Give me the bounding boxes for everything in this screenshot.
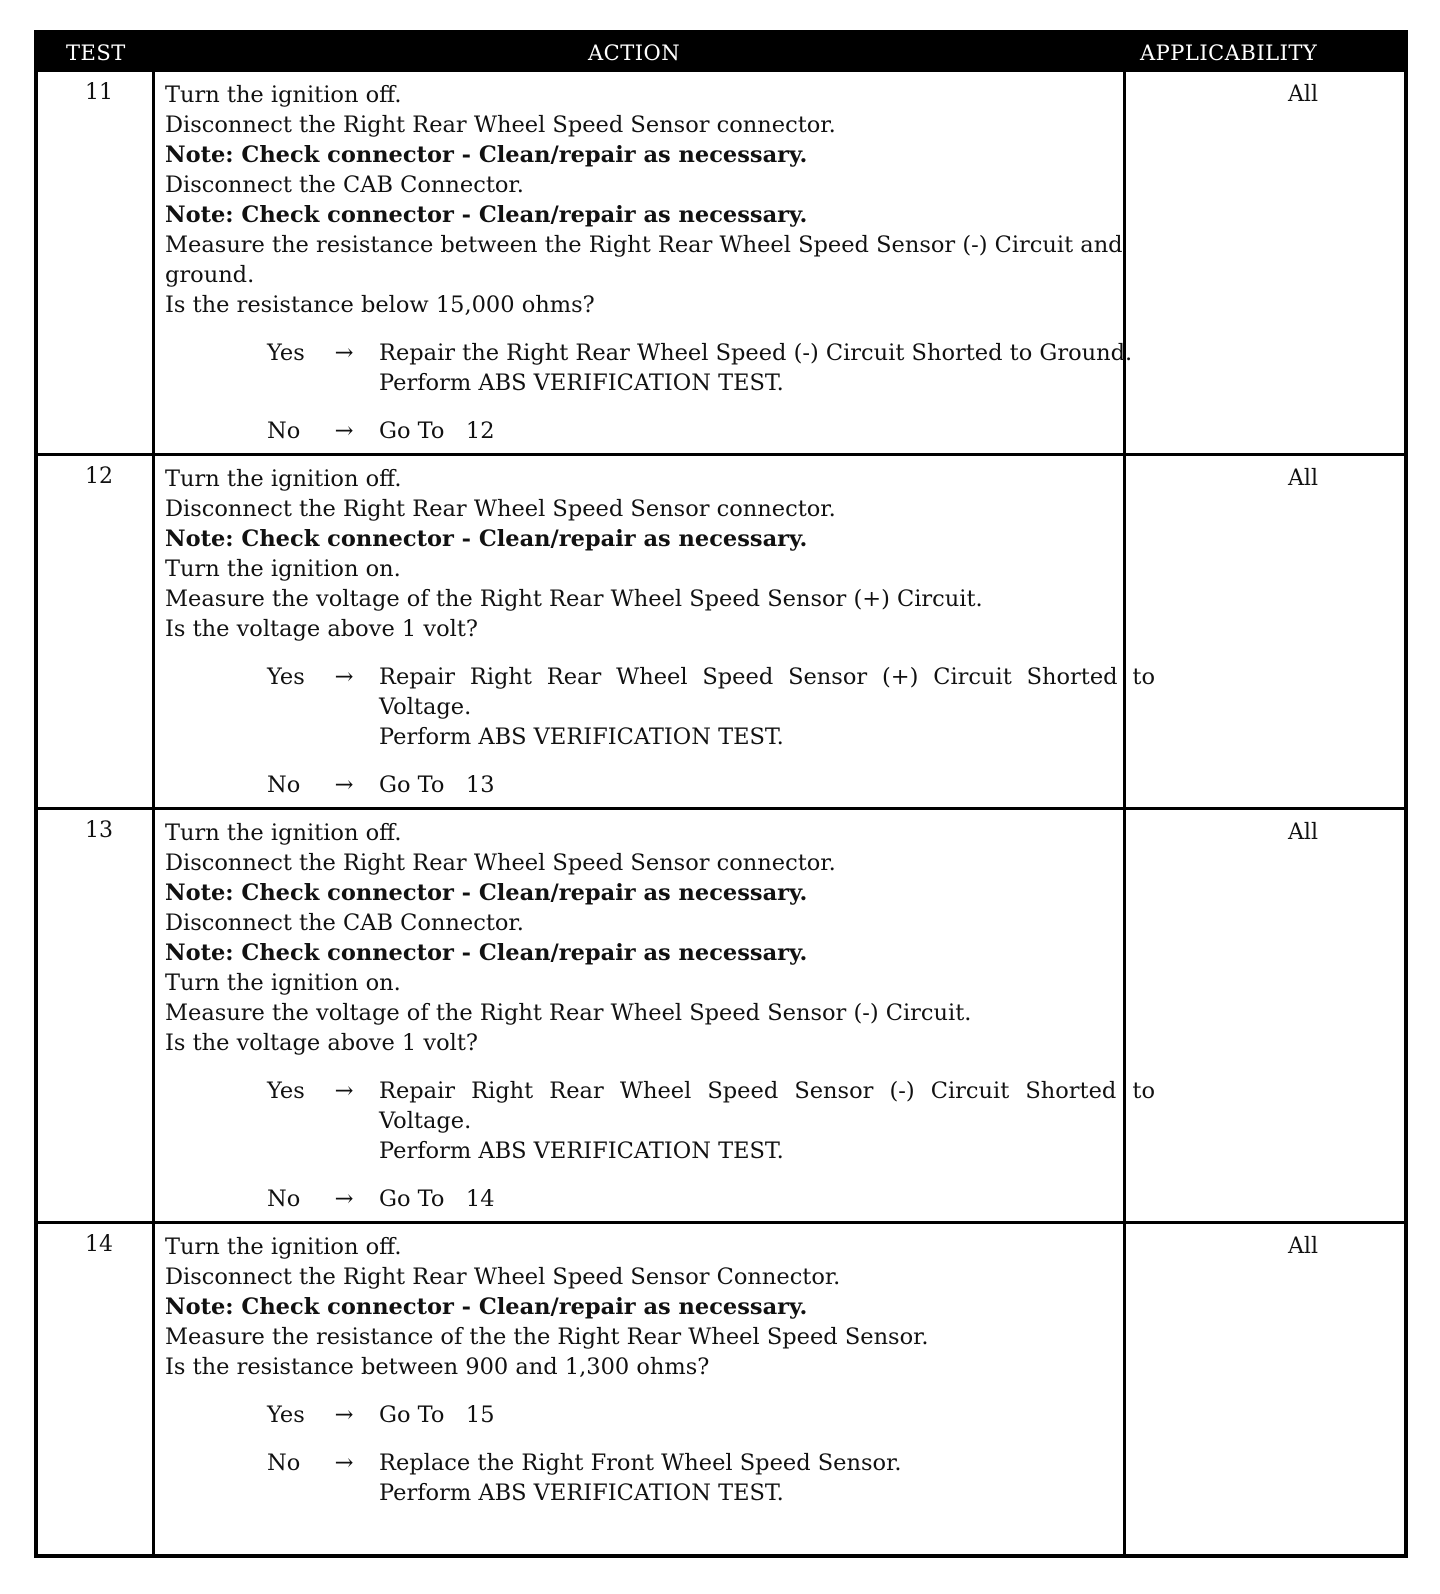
step-line: Turn the ignition off. [165,82,402,108]
yes-label: Yes [267,1402,305,1428]
no-result [379,416,1155,446]
table-header [38,34,1404,72]
applicability-value: All [1288,82,1318,107]
applicability-value: All [1288,820,1318,845]
step-line: Turn the ignition on. [165,970,401,996]
result-line: Go To 12 [379,418,495,444]
note-line: Note: Check connector - Clean/repair as necessary. [165,526,808,552]
step-line: Measure the resistance of the the Right Rear Wheel Speed Sensor. [165,1324,929,1350]
no-result [379,1448,1155,1508]
arrow-icon: → [334,1402,354,1428]
no-branch [267,770,1155,800]
action-cell [165,818,1163,1214]
step-line: Disconnect the CAB Connector. [165,172,524,198]
no-branch [267,1448,1155,1508]
step-line: Measure the voltage of the Right Rear Wheel Speed Sensor (-) Circuit. [165,1000,972,1026]
note-line: Note: Check connector - Clean/repair as necessary. [165,202,808,228]
yes-label: Yes [267,664,305,690]
result-line: Go To 13 [379,772,495,798]
no-branch [267,416,1155,446]
arrow-icon: → [334,772,354,798]
test-number: 14 [85,1232,113,1257]
arrow-icon: → [334,340,354,366]
yes-result [379,338,1155,398]
arrow-icon: → [334,418,354,444]
result-line: Perform ABS VERIFICATION TEST. [379,370,784,396]
result-line: Go To 14 [379,1186,495,1212]
applicability-value: All [1288,1234,1318,1259]
result-line: Repair Right Rear Wheel Speed Sensor (-) Circuit Shorted to Voltage. [379,1078,1163,1134]
no-label: No [267,1186,301,1212]
no-label: No [267,772,301,798]
test-number: 13 [85,818,113,843]
no-label: No [267,1450,301,1476]
arrow-icon: → [334,664,354,690]
step-line: Turn the ignition off. [165,466,402,492]
note-line: Note: Check connector - Clean/repair as necessary. [165,940,808,966]
step-line: Is the resistance between 900 and 1,300 ohms? [165,1354,710,1380]
test-number: 11 [85,80,113,105]
arrow-icon: → [334,1078,354,1104]
applicability-value: All [1288,466,1318,491]
step-line: Turn the ignition off. [165,1234,402,1260]
step-line: Turn the ignition off. [165,820,402,846]
yes-branch [267,1400,1155,1430]
result-line: Perform ABS VERIFICATION TEST. [379,1138,784,1164]
yes-result [379,1400,1155,1430]
no-label: No [267,418,301,444]
step-line: Measure the resistance between the Right Rear Wheel Speed Sensor (-) Circuit and ground. [165,232,1123,288]
test-number: 12 [85,464,113,489]
step-line: Measure the voltage of the Right Rear Wheel Speed Sensor (+) Circuit. [165,586,983,612]
step-line: Turn the ignition on. [165,556,401,582]
yes-result [379,1076,1163,1166]
result-line: Repair the Right Rear Wheel Speed (-) Circuit Shorted to Ground. [379,340,1133,366]
yes-branch [267,1076,1163,1166]
note-line: Note: Check connector - Clean/repair as necessary. [165,1294,808,1320]
action-cell [165,464,1163,800]
result-line: Perform ABS VERIFICATION TEST. [379,724,784,750]
yes-branch [267,338,1155,398]
step-line: Is the resistance below 15,000 ohms? [165,292,595,318]
result-line: Perform ABS VERIFICATION TEST. [379,1480,784,1506]
step-line: Disconnect the Right Rear Wheel Speed Sensor connector. [165,112,836,138]
row-divider [38,807,1404,810]
header-action: ACTION [588,41,681,65]
result-line: Go To 15 [379,1402,495,1428]
yes-label: Yes [267,1078,305,1104]
arrow-icon: → [334,1186,354,1212]
column-divider [152,72,155,1554]
note-line: Note: Check connector - Clean/repair as necessary. [165,142,808,168]
yes-result [379,662,1163,752]
step-line: Is the voltage above 1 volt? [165,616,478,642]
result-line: Repair Right Rear Wheel Speed Sensor (+) Circuit Shorted to Voltage. [379,664,1163,720]
no-result [379,1184,1155,1214]
step-line: Disconnect the Right Rear Wheel Speed Sensor connector. [165,850,836,876]
row-divider [38,1221,1404,1224]
action-cell [165,1232,1155,1508]
note-line: Note: Check connector - Clean/repair as necessary. [165,880,808,906]
action-cell [165,80,1155,446]
step-line: Is the voltage above 1 volt? [165,1030,478,1056]
arrow-icon: → [334,1450,354,1476]
result-line: Replace the Right Front Wheel Speed Sensor. [379,1450,902,1476]
header-applicability: APPLICABILITY [1140,41,1318,65]
step-line: Disconnect the Right Rear Wheel Speed Sensor connector. [165,496,836,522]
no-result [379,770,1155,800]
yes-branch [267,662,1163,752]
step-line: Disconnect the CAB Connector. [165,910,524,936]
header-test: TEST [66,41,126,65]
no-branch [267,1184,1155,1214]
row-divider [38,453,1404,456]
step-line: Disconnect the Right Rear Wheel Speed Sensor Connector. [165,1264,841,1290]
diagnostic-test-table [34,30,1408,1558]
yes-label: Yes [267,340,305,366]
